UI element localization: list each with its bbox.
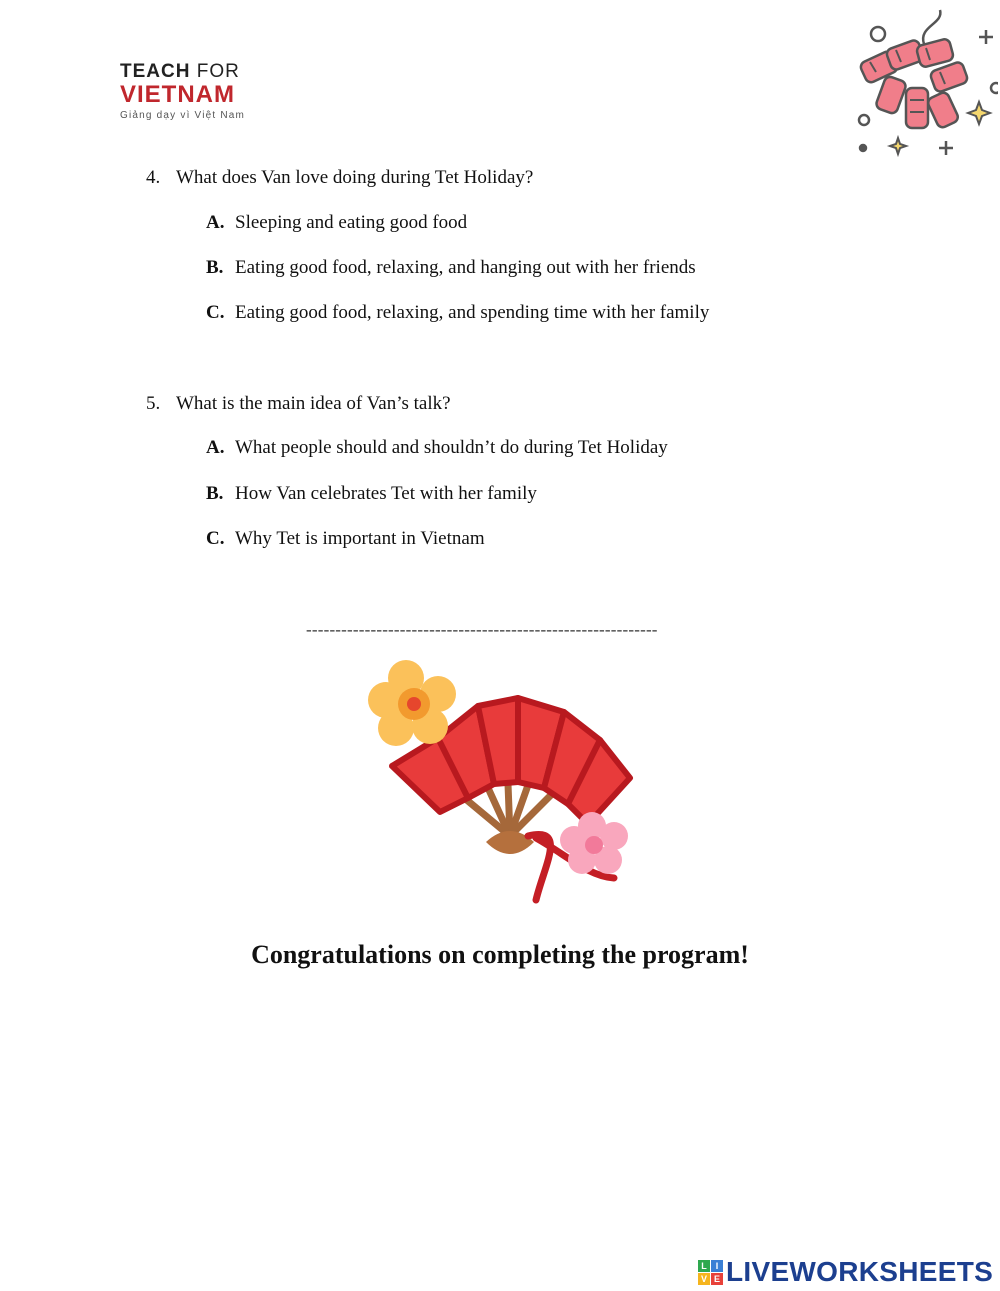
logo-line-1 (120, 62, 245, 82)
question-5-option-a[interactable] (206, 437, 668, 459)
liveworksheets-logo[interactable] (698, 1256, 993, 1288)
question-5-option-c[interactable] (206, 528, 485, 550)
option-letter: C. (206, 302, 225, 323)
question-4-option-c[interactable] (206, 302, 709, 324)
congratulations-message: Congratulations on completing the program! (251, 940, 749, 969)
block-i: I (711, 1260, 723, 1272)
firecracker-icon (848, 4, 998, 160)
question-4-option-b[interactable] (206, 257, 696, 279)
logo-teach: TEACH (120, 61, 191, 82)
logo-for: FOR (196, 61, 240, 82)
option-letter: C. (206, 528, 225, 549)
dashed-divider: ------------------------------------------------------------ (306, 620, 658, 639)
liveworksheets-blocks-icon (698, 1260, 723, 1285)
block-e: E (711, 1273, 723, 1285)
logo-tagline: Giảng dạy vì Việt Nam (120, 110, 246, 121)
option-text: How Van celebrates Tet with her family (235, 483, 537, 504)
option-letter: A. (206, 212, 225, 233)
question-text: What does Van love doing during Tet Holiday? (176, 167, 534, 188)
question-number: 5. (146, 393, 161, 414)
option-text: Eating good food, relaxing, and spending time with her family (235, 302, 710, 323)
option-text: Eating good food, relaxing, and hanging out with her friends (235, 257, 696, 278)
logo-vietnam: VIETNAM (120, 81, 235, 108)
option-text: What people should and shouldn’t do during Tet Holiday (235, 437, 668, 458)
hand-fan-with-flowers-icon (368, 656, 636, 906)
option-text: Sleeping and eating good food (235, 212, 468, 233)
block-l: L (698, 1260, 710, 1272)
question-4 (146, 167, 533, 189)
question-number: 4. (146, 167, 161, 188)
option-letter: B. (206, 483, 224, 504)
question-5-option-b[interactable] (206, 483, 537, 505)
question-text: What is the main idea of Van’s talk? (176, 393, 451, 414)
liveworksheets-wordmark: LIVEWORKSHEETS (726, 1256, 994, 1287)
question-5 (146, 393, 451, 415)
teach-for-vietnam-logo (120, 62, 245, 121)
option-letter: B. (206, 257, 224, 278)
block-v: V (698, 1273, 710, 1285)
option-letter: A. (206, 437, 225, 458)
question-4-option-a[interactable] (206, 212, 467, 234)
option-text: Why Tet is important in Vietnam (235, 528, 485, 549)
